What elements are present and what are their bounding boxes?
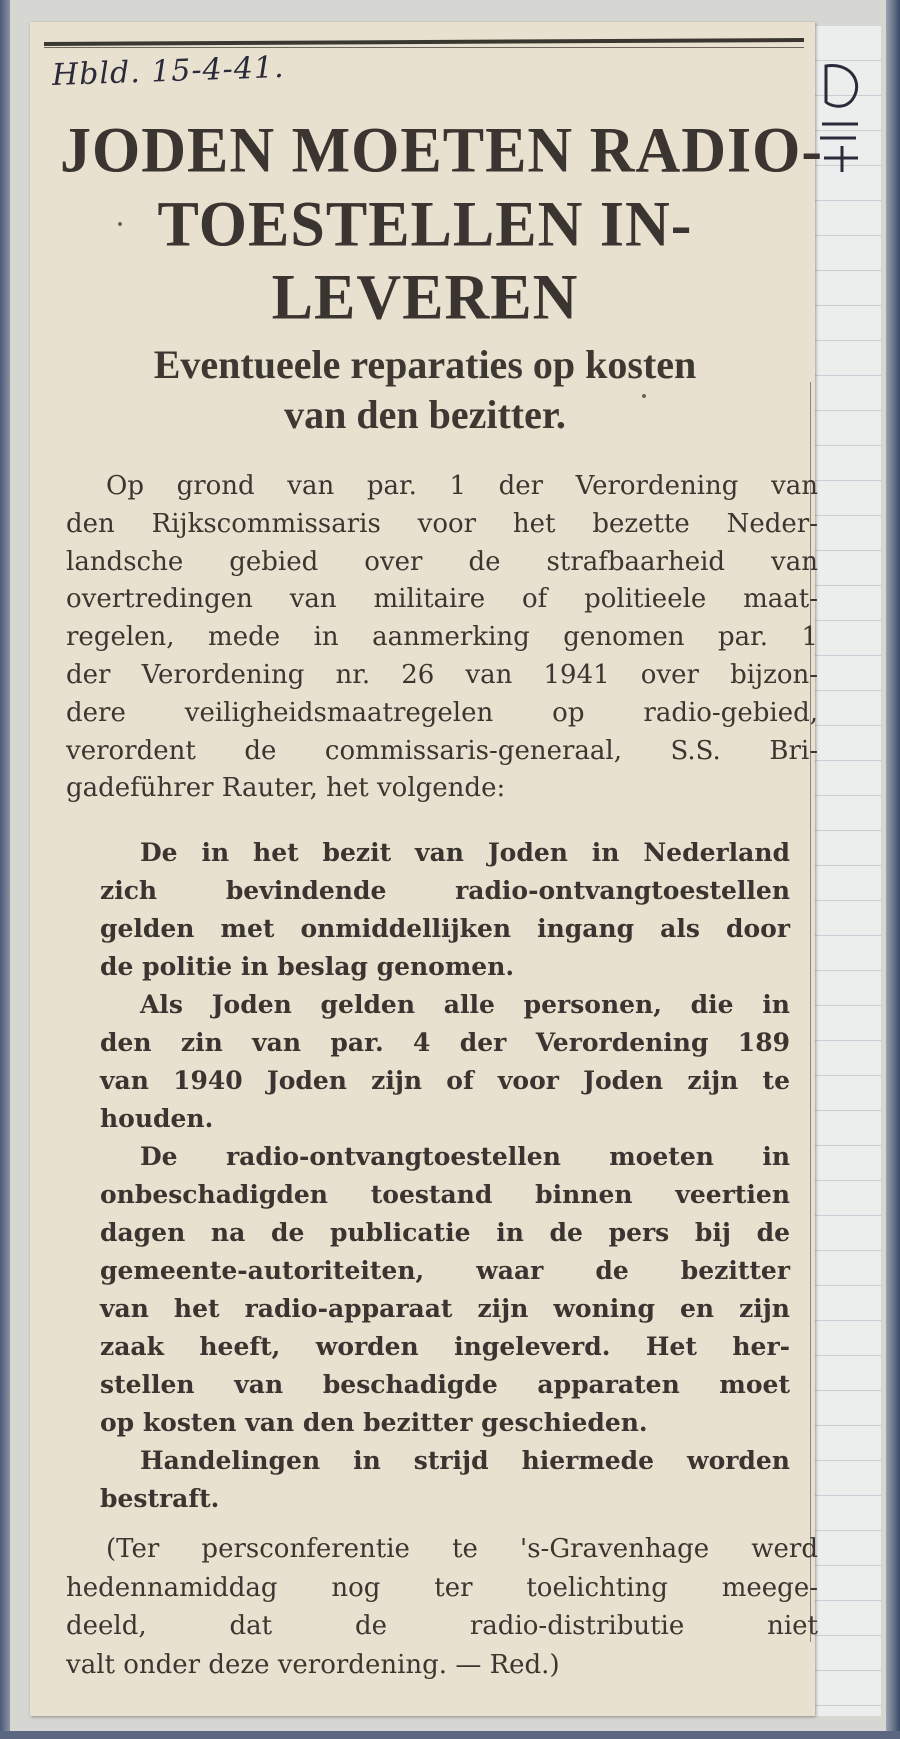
top-rule-thin xyxy=(44,47,804,48)
mount-edge-left xyxy=(0,0,10,1739)
decree-line: gelden met onmiddellijken ingang als door xyxy=(100,914,790,943)
text-line: verordent de commissaris-generaal, S.S. Bri- xyxy=(66,735,818,766)
text-line: landsche gebied over de strafbaarheid van xyxy=(66,546,818,577)
text-line: Op grond van par. 1 der Verordening van xyxy=(106,471,818,501)
decree-line: van het radio-apparaat zijn woning en zijn xyxy=(100,1294,790,1323)
handwritten-date: Hbld. 15-4-41. xyxy=(51,49,286,94)
subheadline-line: van den bezitter. xyxy=(284,392,566,437)
decree-line: dagen na de publicatie in de pers bij de xyxy=(100,1218,790,1247)
decree-line: stellen van beschadigde apparaten moet xyxy=(100,1370,790,1399)
decree-line: bestraft. xyxy=(100,1484,220,1513)
intro-paragraph xyxy=(66,468,818,808)
decree-line: Als Joden gelden alle personen, die in xyxy=(140,990,790,1019)
newspaper-clipping xyxy=(30,22,824,1716)
editorial-note xyxy=(66,1530,818,1684)
text-line: overtredingen van militaire of politieele maat- xyxy=(66,584,818,615)
decree-line: op kosten van den bezitter geschieden. xyxy=(100,1408,648,1437)
mount-edge-right xyxy=(886,0,900,1739)
decree-line: Handelingen in strijd hiermede worden xyxy=(140,1446,790,1475)
mount-edge-bottom xyxy=(0,1731,900,1739)
top-rule xyxy=(44,38,804,46)
note-line: (Ter persconferentie te 's-Gravenhage werd xyxy=(106,1534,818,1564)
paper-speck xyxy=(118,222,122,226)
subheadline-line: Eventueele reparaties op kosten xyxy=(153,342,697,387)
headline-line: JODEN MOETEN RADIO- xyxy=(60,115,824,187)
decree-line: den zin van par. 4 der Verordening 189 xyxy=(100,1028,790,1057)
decree-line: van 1940 Joden zijn of voor Joden zijn te xyxy=(100,1066,790,1095)
text-line: den Rijkscommissaris voor het bezette Neder- xyxy=(66,508,818,539)
decree-line: zich bevindende radio-ontvangtoestellen xyxy=(100,876,790,905)
decree-line: zaak heeft, worden ingeleverd. Het her- xyxy=(100,1332,790,1361)
paper-speck xyxy=(642,394,646,398)
decree-line: De in het bezit van Joden in Nederland xyxy=(140,838,790,867)
headline-line: TOESTELLEN IN- xyxy=(157,188,693,260)
text-line: gadeführer Rauter, het volgende: xyxy=(66,773,506,804)
text-line: der Verordening nr. 26 van 1941 over bijzon- xyxy=(66,659,818,690)
note-line: valt onder deze verordening. — Red.) xyxy=(66,1649,560,1680)
text-line: dere veiligheidsmaatregelen op radio-gebied, xyxy=(66,697,818,728)
decree-line: onbeschadigden toestand binnen veertien xyxy=(100,1180,790,1209)
decree-line: De radio-ontvangtoestellen moeten in xyxy=(140,1142,790,1171)
note-line: deeld, dat de radio-distributie niet xyxy=(66,1611,818,1641)
headline-line: LEVEREN xyxy=(271,262,579,334)
decree-line: houden. xyxy=(100,1104,214,1133)
headline xyxy=(60,114,824,335)
text-line: regelen, mede in aanmerking genomen par. 1 xyxy=(66,622,818,653)
subheadline xyxy=(60,340,790,440)
decree-line: gemeente-autoriteiten, waar de bezitter xyxy=(100,1256,790,1285)
note-line: hedennamiddag nog ter toelichting meege- xyxy=(66,1572,818,1603)
decree-line: de politie in beslag genomen. xyxy=(100,952,515,981)
decree-text xyxy=(100,834,790,1518)
